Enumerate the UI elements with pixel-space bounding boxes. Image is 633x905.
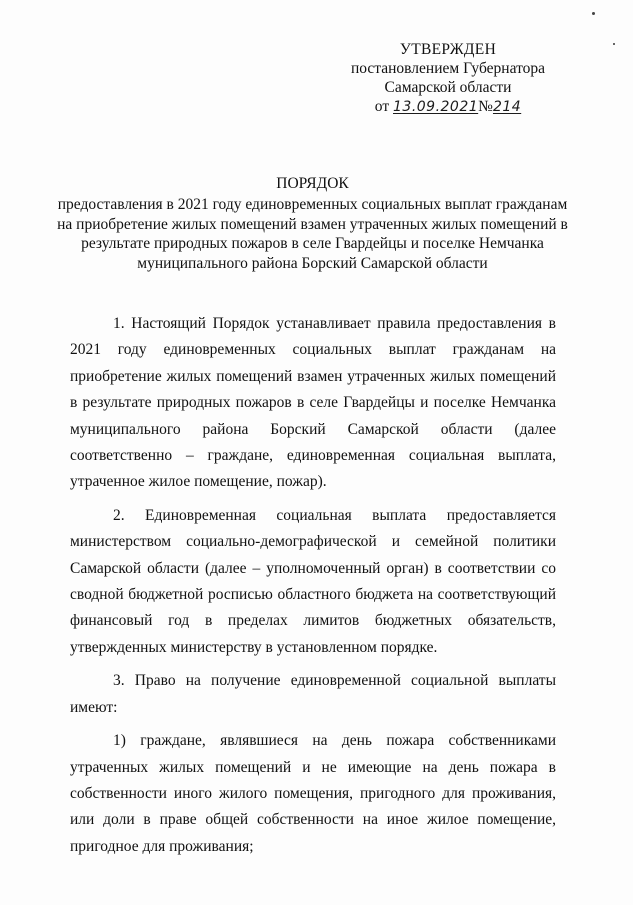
- paragraph: 3. Право на получение единовременной социальной выплаты имеют:: [70, 672, 556, 716]
- handwritten-date: 13.09.2021: [393, 99, 479, 115]
- approval-line-governor: постановлением Губернатора: [350, 60, 546, 77]
- handwritten-number: 214: [492, 99, 522, 115]
- number-sign: №: [478, 98, 493, 115]
- date-prefix: от: [374, 98, 390, 115]
- document-title-block: [55, 174, 570, 273]
- document-body: [70, 311, 556, 867]
- paragraph: 1) граждане, являвшиеся на день пожара собственниками утраченных жилых помещений и не имеющие на день пожара в собственности иного жилого помещения, пригодного для проживания, или доли в праве общей собственности на иное жилое помещение, пригодное для проживания;: [70, 732, 556, 855]
- approval-stamp-block: [338, 40, 558, 117]
- approval-date-line: [338, 97, 558, 117]
- document-subtitle: предоставления в 2021 году единовременных социальных выплат гражданам на приобретение жилых помещений взамен утраченных жилых помещений в результате природных пожаров в селе Гвардейцы и поселке Немчанка муниципального района Борский Самарской области: [57, 196, 568, 272]
- paragraph: 1. Настоящий Порядок устанавливает правила предоставления в 2021 году единовременных социальных выплат гражданам на приобретение жилых помещений взамен утраченных жилых помещений в результате природных пожаров в селе Гвардейцы и поселке Немчанка муниципального района Борский Самарской области (далее соответственно – граждане, единовременная социальная выплата, утраченное жилое помещение, пожар).: [70, 315, 556, 491]
- document-title: ПОРЯДОК: [276, 175, 349, 192]
- approval-heading: УТВЕРЖДЕН: [399, 41, 497, 58]
- approval-line-region: Самарской области: [384, 79, 512, 96]
- paragraph: 2. Единовременная социальная выплата предоставляется министерством социально-демографической и семейной политики Самарской области (далее – уполномоченный орган) в соответствии со сводной бюджетной росписью областного бюджета на соответствующий финансовый год в пределах лимитов бюджетных обязательств, утвержденных министерству в установленном порядке.: [70, 506, 556, 656]
- scan-speck: [592, 12, 595, 15]
- scan-speck: [613, 43, 615, 45]
